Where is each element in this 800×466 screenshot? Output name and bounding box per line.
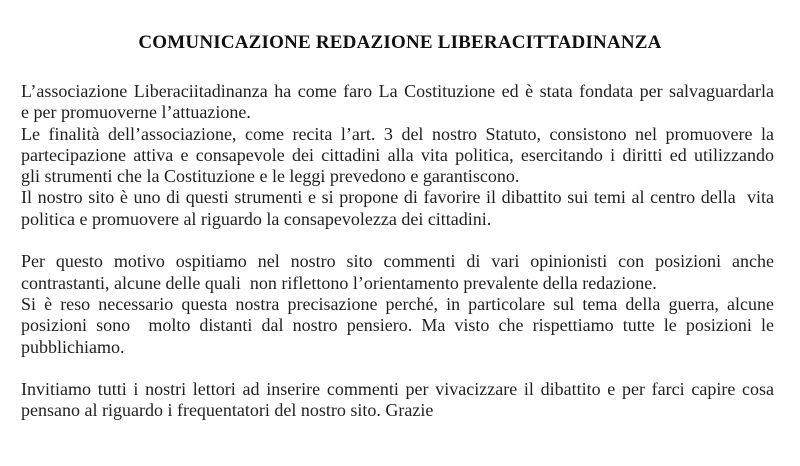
text-line: politica e promuovere al riguardo la consapevolezza dei cittadini. — [21, 208, 492, 229]
paragraph-spacer — [21, 230, 774, 251]
text-line: contrastanti, alcune delle quali non riflettono l’orientamento prevalente della redazione. — [21, 272, 657, 293]
text-line: L’associazione Liberaciitadinanza ha come faro La Costituzione ed è stata fondata per salvaguardarla — [21, 81, 774, 101]
text-line: Il nostro sito è uno di questi strumenti e si propone di favorire il dibattito sui temi al centro della vita — [21, 187, 774, 208]
text-line: Le finalità dell’associazione, come recita l’art. 3 del nostro Statuto, consistono nel promuovere la — [21, 123, 774, 144]
document-title: COMUNICAZIONE REDAZIONE LIBERACITTADINANZA — [138, 32, 662, 53]
text-line: e per promuoverne l’attuazione. — [21, 102, 251, 123]
text-line: Si è reso necessario questa nostra precisazione perché, in particolare sul tema della guerra, alcune — [21, 293, 774, 314]
text-line: Invitiamo tutti i nostri lettori ad inserire commenti per vivacizzare il dibattito e per farci capire cosa — [21, 379, 774, 400]
paragraph-spacer — [21, 358, 774, 379]
text-line: pensano al riguardo i frequentatori del nostro sito. Grazie — [21, 400, 434, 421]
text-line: posizioni sono molto distanti dal nostro pensiero. Ma visto che rispettiamo tutte le posizioni le — [21, 315, 774, 336]
text-line: gli strumenti che la Costituzione e le leggi prevedono e garantiscono. — [21, 166, 520, 187]
text-line: pubblichiamo. — [21, 336, 125, 357]
text-line: Per questo motivo ospitiamo nel nostro sito commenti di vari opinionisti con posizioni anche — [21, 251, 774, 272]
document-body — [21, 81, 774, 422]
text-line: partecipazione attiva e consapevole dei cittadini alla vita politica, esercitando i diritti ed utilizzando — [21, 144, 774, 165]
